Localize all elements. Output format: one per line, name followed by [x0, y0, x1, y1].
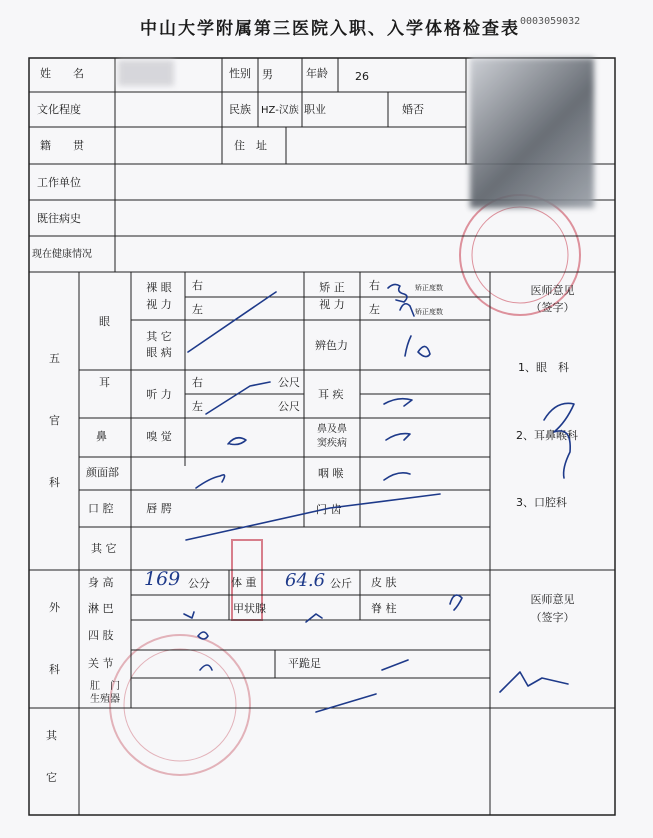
handwritten-height: 169: [144, 568, 181, 590]
label-naked-vision-2: 视 力: [146, 298, 172, 311]
value-ethnicity: HZ-汉族: [261, 105, 299, 116]
label-eye: 眼: [99, 315, 110, 328]
label-weight-unit: 公斤: [330, 577, 352, 590]
label-corrected-left: 左: [369, 303, 380, 316]
label-other-eye-1: 其 它: [146, 330, 172, 343]
label-lymph: 淋 巴: [88, 602, 114, 615]
label-wuguan-doctor-opinion: 医师意见: [530, 284, 575, 297]
label-name: 姓 名: [40, 67, 84, 80]
label-age: 年龄: [306, 67, 328, 80]
label-address: 住 址: [234, 139, 267, 152]
label-corrected-right: 右: [369, 279, 380, 292]
label-sinus-2: 窦疾病: [317, 438, 347, 449]
label-marital: 婚否: [402, 103, 424, 116]
label-ethnicity: 民族: [229, 103, 251, 116]
label-employer: 工作单位: [37, 176, 81, 189]
form-title: 中山大学附属第三医院入职、入学体格检查表: [140, 19, 520, 39]
label-thyroid: 甲状腺: [233, 602, 266, 615]
label-throat: 咽 喉: [318, 467, 344, 480]
label-hearing-right-unit: 公尺: [278, 376, 300, 389]
label-dept-ent: 2、耳鼻喉科: [516, 429, 578, 442]
value-gender: 男: [262, 68, 273, 81]
label-hearing: 听 力: [146, 388, 172, 401]
label-wuguan-sign: （签字）: [530, 301, 575, 314]
label-flatfoot: 平跪足: [288, 657, 321, 670]
section-wuguan-1: 五: [49, 352, 60, 365]
label-smell: 嗅 觉: [146, 430, 172, 443]
label-hearing-left: 左: [192, 400, 203, 413]
label-skin: 皮 肤: [371, 576, 397, 589]
photo-redacted-blur: [470, 58, 594, 208]
label-correction-degree-right: 矫正度数: [415, 284, 443, 292]
label-lips: 唇 腭: [146, 502, 172, 515]
label-dept-oral: 3、口腔科: [516, 496, 567, 509]
label-other-eye-2: 眼 病: [146, 346, 172, 359]
label-history: 既往病史: [37, 212, 81, 225]
label-other-wuguan: 其 它: [91, 542, 117, 555]
label-teeth: 门 齿: [316, 503, 342, 516]
label-hearing-right: 右: [192, 376, 203, 389]
label-education: 文化程度: [37, 103, 81, 116]
section-waike-1: 外: [49, 601, 60, 614]
label-naked-vision-1: 裸 眼: [146, 281, 172, 294]
section-other-2: 它: [46, 771, 57, 784]
label-height-unit: 公分: [188, 577, 210, 590]
label-anus-1: 肛 门: [90, 681, 120, 692]
label-color-vision: 辨色力: [315, 339, 348, 352]
label-correction-degree-left: 矫正度数: [415, 308, 443, 316]
label-eye-right: 右: [192, 279, 203, 292]
label-sinus-1: 鼻及鼻: [317, 424, 347, 435]
label-current-health: 现在健康情况: [32, 249, 92, 260]
section-wuguan-3: 科: [49, 476, 60, 489]
name-redacted-blur: [118, 60, 174, 86]
label-nose: 鼻: [96, 430, 107, 443]
label-height: 身 高: [88, 576, 114, 589]
label-joints: 关 节: [88, 657, 114, 670]
label-weight: 体 重: [231, 576, 257, 589]
value-age: 26: [355, 70, 369, 83]
label-waike-doctor-opinion: 医师意见: [530, 593, 575, 606]
section-wuguan-2: 官: [49, 414, 60, 427]
label-spine: 脊 柱: [371, 602, 397, 615]
label-face: 颜面部: [86, 466, 119, 479]
label-eye-left: 左: [192, 303, 203, 316]
label-ear-disease: 耳 疾: [318, 388, 344, 401]
label-native-place: 籍 贯: [40, 139, 84, 152]
handwritten-weight: 64.6: [285, 570, 326, 591]
label-anus-2: 生殖器: [90, 694, 120, 705]
label-limbs: 四 肢: [88, 629, 114, 642]
label-dept-eye: 1、眼 科: [518, 361, 569, 374]
label-mouth: 口 腔: [88, 502, 114, 515]
label-occupation: 职业: [304, 103, 326, 116]
label-corrected-vision-1: 矫 正: [319, 281, 345, 294]
serial-number: 0003059032: [520, 16, 581, 27]
label-waike-sign: （签字）: [530, 611, 575, 624]
section-waike-2: 科: [49, 663, 60, 676]
label-ear: 耳: [99, 376, 110, 389]
label-hearing-left-unit: 公尺: [278, 400, 300, 413]
label-corrected-vision-2: 视 力: [319, 298, 345, 311]
label-gender: 性别: [229, 67, 251, 80]
section-other-1: 其: [46, 729, 57, 742]
